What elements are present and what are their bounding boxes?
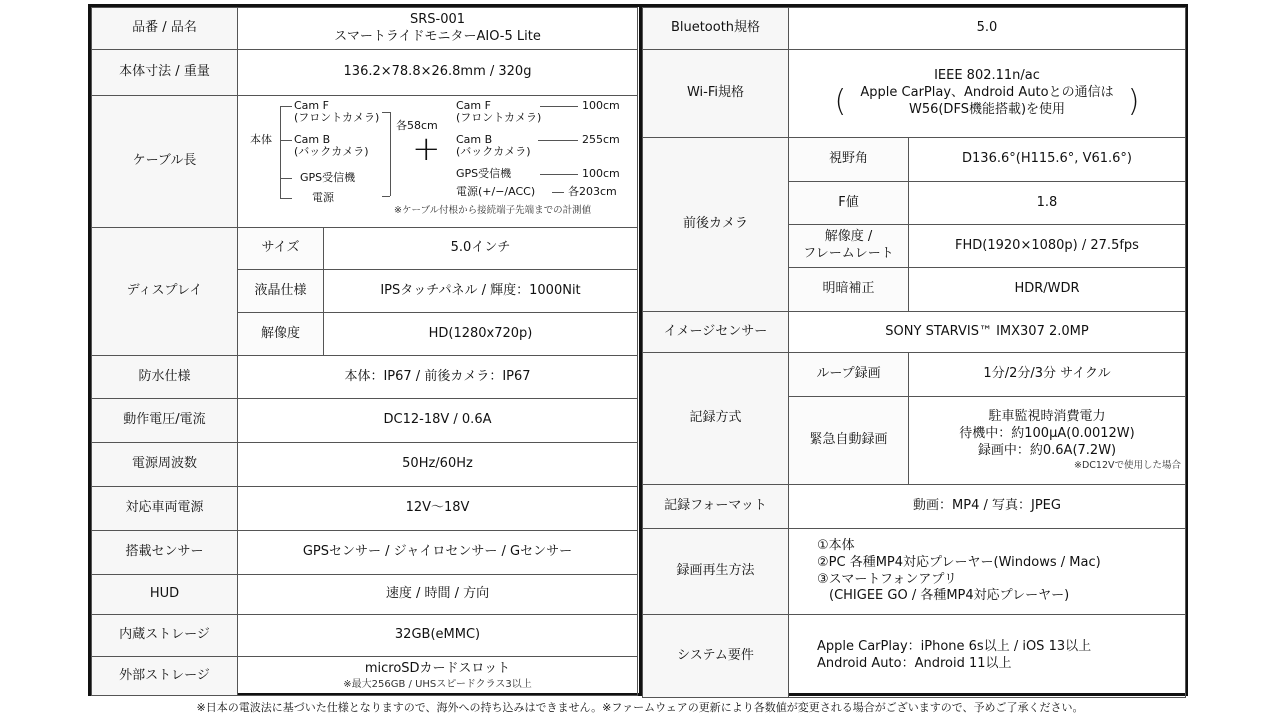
recording-label: 記録方式 (643, 353, 789, 485)
camera-resolution-label (789, 225, 909, 268)
voltage-value: DC12-18V / 0.6A (238, 399, 638, 443)
format-label: 記録フォーマット (643, 485, 789, 529)
external-storage-slot: microSDカードスロット (364, 661, 511, 677)
emergency-label: 緊急自動録画 (789, 397, 909, 485)
row-external-storage (92, 657, 638, 696)
fnumber-value: 1.8 (909, 182, 1186, 225)
playback-value (789, 529, 1186, 615)
row-loop (643, 353, 1186, 397)
row-display-size (92, 228, 638, 270)
cable-camb-length: 255cm (582, 132, 620, 146)
playback-item-2: ②PC 各種MP4対応プレーヤー(Windows / Mac) (817, 554, 1101, 570)
size-value: 136.2×78.8×26.8mm / 320g (238, 50, 638, 96)
system-label: システム要件 (643, 615, 789, 698)
waterproof-label: 防水仕様 (92, 356, 238, 399)
row-image-sensor (643, 312, 1186, 353)
light-value: HDR/WDR (909, 268, 1186, 312)
vehicle-power-value: 12V〜18V (238, 487, 638, 531)
row-size (92, 50, 638, 96)
camera-label: 前後カメラ (643, 138, 789, 312)
system-android: Android Auto：Android 11以上 (817, 656, 1012, 671)
light-label: 明暗補正 (789, 268, 909, 312)
standby-power: 待機中：約100µA(0.0012W) (959, 425, 1135, 441)
cable-camb-sub: (バックカメラ) (294, 144, 369, 158)
row-system (643, 615, 1186, 698)
cable-line (540, 174, 578, 175)
sensor-label: 搭載センサー (92, 531, 238, 575)
size-label: 本体寸法 / 重量 (92, 50, 238, 96)
cable-power-length: 各203cm (568, 184, 617, 198)
sensor-value: GPSセンサー / ジャイロセンサー / Gセンサー (238, 531, 638, 575)
bluetooth-value: 5.0 (789, 8, 1186, 50)
row-storage (92, 615, 638, 657)
row-waterproof (92, 356, 638, 399)
cable-camf-sub-2: (フロントカメラ) (456, 110, 542, 124)
spec-table-right (642, 7, 1186, 698)
row-vehicle-power (92, 487, 638, 531)
row-cable (92, 96, 638, 228)
format-value: 動画：MP4 / 写真：JPEG (789, 485, 1186, 529)
cable-camf-2: Cam F (456, 98, 491, 112)
cable-camf-sub: (フロントカメラ) (294, 110, 380, 124)
storage-label: 内蔵ストレージ (92, 615, 238, 657)
row-hud (92, 575, 638, 615)
voltage-label: 動作電圧/電流 (92, 399, 238, 443)
loop-label: ループ録画 (789, 353, 909, 397)
external-storage-note: ※最大256GB / UHSスピードクラス3以上 (343, 678, 532, 690)
cable-line (280, 178, 292, 179)
cable-diagram (242, 98, 638, 226)
playback-item-1: ①本体 (817, 537, 855, 553)
cable-line (538, 140, 578, 141)
camera-resolution-label-1: 解像度 / (824, 229, 873, 245)
row-bluetooth (643, 8, 1186, 50)
playback-item-3: ③スマートフォンアプリ (817, 571, 957, 587)
cable-camb: Cam B (294, 132, 331, 146)
frequency-value: 50Hz/60Hz (238, 443, 638, 487)
cable-camb-sub-2: (バックカメラ) (456, 144, 531, 158)
cable-line (390, 112, 391, 196)
plus-icon: + (412, 128, 441, 169)
row-playback (643, 529, 1186, 615)
cable-power-acc: 電源(+/−/ACC) (456, 184, 536, 198)
footnote: ※日本の電波法に基づいた仕様となりますので、海外への持ち込みはできません。※ファームウェアの更新により各数値が変更される場合がございますので、予めご了承ください。 (196, 701, 1084, 714)
panel-label: 液晶仕様 (238, 270, 324, 313)
paren-close: ) (1127, 83, 1140, 119)
recording-power: 録画中：約0.6A(7.2W) (977, 442, 1117, 458)
camera-resolution-label-2: フレームレート (803, 246, 894, 261)
camera-resolution-value: FHD(1920×1080p) / 27.5fps (909, 225, 1186, 268)
model-number: SRS-001 (409, 11, 466, 27)
row-frequency (92, 443, 638, 487)
cable-line (552, 192, 564, 193)
emergency-value (909, 397, 1186, 485)
frequency-label: 電源周波数 (92, 443, 238, 487)
resolution-value: HD(1280x720p) (324, 313, 638, 356)
row-sensor (92, 531, 638, 575)
storage-value: 32GB(eMMC) (238, 615, 638, 657)
fov-value: D136.6°(H115.6°, V61.6°) (909, 138, 1186, 182)
bluetooth-label: Bluetooth規格 (643, 8, 789, 50)
model-value (238, 8, 638, 50)
resolution-label: 解像度 (238, 313, 324, 356)
cable-camf: Cam F (294, 98, 329, 112)
cable-camb-2: Cam B (456, 132, 493, 146)
cable-body-label: 本体 (250, 132, 272, 146)
vehicle-power-label: 対応車両電源 (92, 487, 238, 531)
cable-label: ケーブル長 (92, 96, 238, 228)
playback-label: 録画再生方法 (643, 529, 789, 615)
model-label: 品番 / 品名 (92, 8, 238, 50)
external-storage-value (238, 657, 638, 696)
cable-line (280, 198, 292, 199)
model-name: スマートライドモニターAIO-5 Lite (334, 28, 541, 44)
wifi-note-line1: Apple CarPlay、Android Autoとの通信は (860, 85, 1114, 101)
parking-power-title: 駐車監視時消費電力 (988, 408, 1106, 424)
cable-line (540, 106, 578, 107)
cable-line (280, 106, 281, 198)
cable-line (280, 106, 292, 107)
image-sensor-value: SONY STARVIS™ IMX307 2.0MP (789, 312, 1186, 353)
playback-item-4: (CHIGEE GO / 各種MP4対応プレーヤー) (829, 588, 1070, 604)
loop-value: 1分/2分/3分 サイクル (909, 353, 1186, 397)
fnumber-label: F値 (789, 182, 909, 225)
spec-table-left (91, 7, 638, 696)
waterproof-value: 本体：IP67 / 前後カメラ：IP67 (238, 356, 638, 399)
panel-value: IPSタッチパネル / 輝度：1000Nit (324, 270, 638, 313)
wifi-value (789, 50, 1186, 138)
cable-line (280, 140, 292, 141)
display-label: ディスプレイ (92, 228, 238, 356)
row-model (92, 8, 638, 50)
row-fov (643, 138, 1186, 182)
wifi-label: Wi-Fi規格 (643, 50, 789, 138)
cable-diagram-cell (238, 96, 638, 228)
cable-note: ※ケーブル付根から接続端子先端までの計測値 (394, 204, 592, 216)
row-wifi (643, 50, 1186, 138)
paren-open: ( (834, 83, 847, 119)
cable-line (382, 112, 390, 113)
cable-gps: GPS受信機 (300, 170, 356, 184)
cable-gps-2: GPS受信機 (456, 166, 512, 180)
wifi-note (860, 85, 1113, 119)
image-sensor-label: イメージセンサー (643, 312, 789, 353)
wifi-note-line2: W56(DFS機能搭載)を使用 (908, 101, 1066, 117)
cable-power: 電源 (312, 190, 334, 204)
wifi-standard: IEEE 802.11n/ac (934, 68, 1040, 84)
parking-power-note: ※DC12Vで使用した場合 (1074, 459, 1181, 471)
hud-value: 速度 / 時間 / 方向 (238, 575, 638, 615)
system-carplay: Apple CarPlay：iPhone 6s以上 / iOS 13以上 (817, 639, 1092, 655)
fov-label: 視野角 (789, 138, 909, 182)
cable-camf-length: 100cm (582, 98, 620, 112)
hud-label: HUD (92, 575, 238, 615)
cable-gps-length: 100cm (582, 166, 620, 180)
system-value (789, 615, 1186, 698)
spec-sheet (88, 4, 1188, 696)
row-voltage (92, 399, 638, 443)
external-storage-label: 外部ストレージ (92, 657, 238, 696)
display-size-value: 5.0インチ (324, 228, 638, 270)
cable-each58: 各58cm (396, 118, 438, 132)
row-format (643, 485, 1186, 529)
display-size-label: サイズ (238, 228, 324, 270)
cable-line (382, 196, 390, 197)
